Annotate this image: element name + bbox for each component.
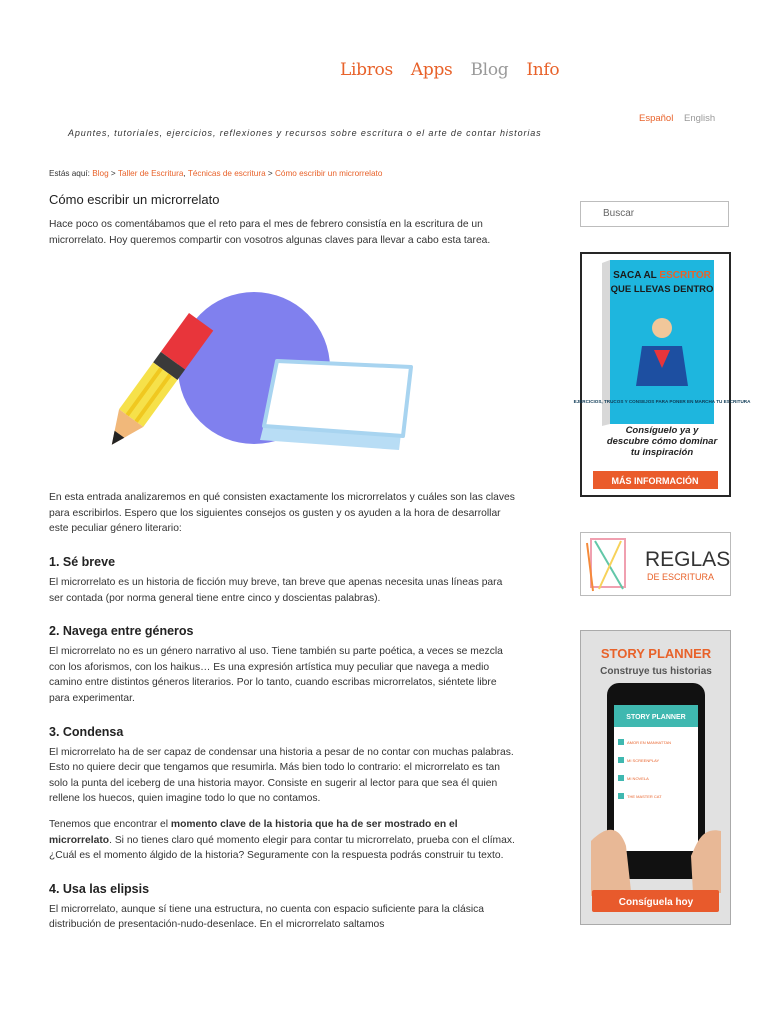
section-text-3b [49, 817, 516, 864]
svg-text:SACA AL ESCRITOR [613, 270, 712, 281]
nav-info[interactable]: Info [526, 60, 560, 80]
story-planner-title: STORY PLANNER [600, 646, 712, 661]
section-heading-4: 4. Usa las elipsis [49, 881, 150, 896]
section-text-4: El microrrelato, aunque sí tiene una estructura, no cuenta con espacio suficiente para la clásica distribución de presentación-nudo-desenlace. En el microrrelato saltamos [49, 903, 485, 931]
svg-text:Consíguelo ya ydescubre cómo d: Consíguelo ya y descubre cómo dominar tu inspiración [606, 425, 718, 458]
nav-apps[interactable]: Apps [410, 60, 453, 80]
get-it-button[interactable]: Consíguela hoy [618, 897, 694, 908]
breadcrumb-tecnicas[interactable]: Técnicas de escritura [187, 169, 266, 178]
story-planner-subtitle: Construye tus historias [600, 666, 712, 677]
reglas-title: REGLAS [645, 548, 731, 571]
pencil-paper-illustration [49, 265, 516, 470]
section-heading-2: 2. Navega entre géneros [49, 624, 194, 639]
breadcrumb-separator: > [267, 169, 273, 178]
site-tagline: Apuntes, tutoriales, ejercicios, reflexiones y recursos sobre escritura o el arte de contar historias [68, 128, 542, 138]
sidebar [573, 201, 751, 908]
section-text-3: El microrrelato ha de ser capaz de condensar una historia a pesar de no contar con muchas palabras. Esto no quiere decir que tengamos que resumirla. Más bien todo lo contrario: el microrrelato es tan solo la punta del iceberg de una historia mayor. Consiste en sugerir al lector para que sea él quien rellene los huecos, quien imagine todo lo que no contamos. [49, 746, 514, 805]
screen-title: STORY PLANNER [626, 714, 686, 721]
reglas-subtitle: DE ESCRITURA [647, 572, 715, 582]
article-title: Cómo escribir un microrrelato [49, 192, 220, 207]
book-ad-graphic [573, 254, 751, 495]
breadcrumb-current[interactable]: Cómo escribir un microrrelato [275, 169, 383, 178]
lang-en[interactable]: English [683, 113, 716, 124]
book-subtitle: EJERCICIOS, TRUCOS Y CONSEJOS PARA PONER EN MARCHA TU ESCRITURA [573, 399, 751, 404]
text-fragment: . Si no tienes claro qué momento elegir para contar tu microrrelato, prueba con el clímax. ¿Cuál es el momento álgido de la historia? Seguramente con la respuesta podrás construir tu texto. [49, 834, 515, 862]
story-item: MI SCREENPLAY [627, 758, 660, 763]
story-item: AMOR EN MANHATTAN [627, 740, 672, 745]
section-heading-1: 1. Sé breve [49, 554, 116, 569]
story-item: MI NOVELA [627, 776, 649, 781]
article [49, 192, 516, 933]
bold-emphasis: momento clave de la historia que ha de ser mostrado en el microrrelato [49, 818, 458, 846]
section-heading-3: 3. Condensa [49, 724, 124, 739]
book-title-line2: QUE LLEVAS DENTRO [610, 284, 714, 295]
more-info-button[interactable]: MÁS INFORMACIÓN [611, 476, 699, 486]
article-hero-image [49, 265, 516, 470]
top-nav [340, 60, 559, 80]
section-text-1: El microrrelato es un historia de ficción muy breve, tan breve que apenas necesita unas líneas para ser contada (por norma general tiene entre cinco y doscientas palabras). [49, 576, 503, 604]
article-intro: Hace poco os comentábamos que el reto para el mes de febrero consistía en la escritura de un microrrelato. Hoy queremos compartir con vosotros algunas claves para llevar a cabo esta tarea. [49, 219, 491, 246]
search-input[interactable]: Buscar [580, 201, 729, 227]
story-planner-banner[interactable] [580, 630, 731, 925]
breadcrumb [49, 169, 382, 178]
lang-es[interactable]: Español [639, 113, 674, 124]
book-ad-banner[interactable] [573, 252, 751, 497]
text-fragment: Tenemos que encontrar el [49, 818, 171, 830]
section-text-2: El microrrelato no es un género narrativo al uso. Tiene también su parte poética, a veces se mezcla con los aforismos, con los haikus… Es una expresión artística muy peculiar que navega a medio camino entre distintos géneros literarios. Por lo tanto, cuando escribas microrrelatos, siéntete libre para experimentar. [49, 646, 503, 704]
book-title-accent: ESCRITOR [659, 270, 711, 281]
breadcrumb-prefix: Estás aquí: [49, 169, 90, 178]
reglas-escritura-banner[interactable] [580, 532, 731, 596]
nav-blog[interactable]: Blog [470, 60, 509, 80]
book-title-line1: SACA AL [613, 270, 657, 281]
breadcrumb-comma: , [183, 169, 186, 178]
breadcrumb-blog[interactable]: Blog [92, 169, 109, 178]
reglas-graphic [581, 533, 730, 595]
breadcrumb-separator: > [110, 169, 116, 178]
nav-libros[interactable]: Libros [340, 60, 393, 80]
breadcrumb-taller[interactable]: Taller de Escritura [117, 169, 184, 178]
article-paragraph-2: En esta entrada analizaremos en qué consisten exactamente los microrrelatos y cuáles son las claves para escribirlos. Espero que los siguientes consejos os gusten y os ayuden a la hora de desarrollar este peculiar género literario: [49, 492, 515, 535]
story-item: THE MASTER CAT [627, 794, 662, 799]
language-switcher [639, 113, 715, 124]
story-planner-graphic [581, 631, 730, 924]
